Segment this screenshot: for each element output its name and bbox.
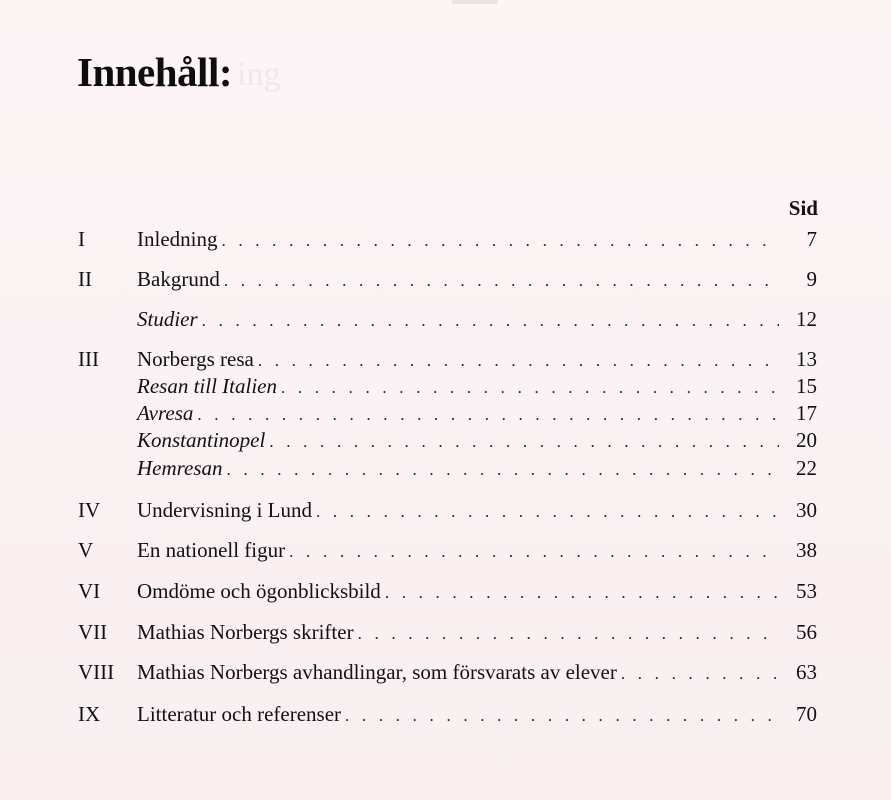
section-title: Konstantinopel — [137, 428, 266, 452]
chapter-number: I — [78, 227, 85, 251]
toc-entry-line — [137, 373, 817, 401]
chapter-number: III — [78, 347, 99, 371]
chapter-title: Mathias Norbergs skrifter — [137, 620, 354, 644]
chapter-number: II — [78, 267, 92, 291]
toc-entry-line — [137, 266, 817, 294]
dot-leader — [221, 228, 779, 254]
chapter-title: Mathias Norbergs avhandlingar, som försvarats av elever — [137, 660, 617, 684]
toc-entry-line — [137, 497, 817, 525]
dot-leader — [269, 429, 779, 455]
toc-entry — [0, 306, 891, 332]
chapter-title: Norbergs resa — [137, 347, 254, 371]
toc-entry — [0, 373, 891, 399]
page-number: 38 — [796, 538, 817, 562]
toc-entry — [0, 659, 891, 685]
page-number: 20 — [796, 428, 817, 452]
dot-leader — [358, 621, 779, 647]
toc-entry-line — [137, 659, 817, 687]
page-title: Innehåll: — [77, 49, 232, 95]
dot-leader — [316, 499, 779, 525]
page-number: 63 — [796, 660, 817, 684]
page-column-label: Sid — [788, 196, 818, 220]
section-title: Resan till Italien — [137, 374, 277, 398]
page-number: 7 — [806, 227, 817, 251]
toc-entry — [0, 427, 891, 453]
toc-entry-line — [137, 306, 817, 334]
bleed-through-text: ing — [237, 56, 281, 93]
toc-entry-line — [137, 455, 817, 483]
dot-leader — [289, 539, 779, 565]
page-number: 70 — [796, 702, 817, 726]
toc-entry-line — [137, 537, 817, 565]
page-number: 56 — [796, 620, 817, 644]
section-title: Hemresan — [137, 456, 223, 480]
toc-entry-line — [137, 400, 817, 428]
dot-leader — [345, 703, 779, 729]
toc-entry — [0, 497, 891, 523]
dot-leader — [202, 308, 779, 334]
page-number: 9 — [806, 267, 817, 291]
toc-entry — [0, 455, 891, 481]
page-number: 17 — [796, 401, 817, 425]
page-number: 22 — [796, 456, 817, 480]
dot-leader — [385, 580, 779, 606]
toc-entry-line — [137, 578, 817, 606]
dot-leader — [258, 348, 779, 374]
toc-entry — [0, 346, 891, 372]
chapter-number: V — [78, 538, 94, 562]
chapter-number: IV — [78, 498, 101, 522]
dot-leader — [281, 375, 779, 401]
toc-entry-line — [137, 226, 817, 254]
chapter-title: Inledning — [137, 227, 218, 251]
chapter-number: VIII — [78, 660, 115, 684]
section-title: Avresa — [137, 401, 194, 425]
toc-entry-line — [137, 346, 817, 374]
scan-mark — [452, 0, 498, 4]
chapter-title: En nationell figur — [137, 538, 286, 562]
toc-entry-line — [137, 427, 817, 455]
chapter-number: VII — [78, 620, 108, 644]
chapter-number: VI — [78, 579, 101, 603]
toc-entry — [0, 400, 891, 426]
toc-entry — [0, 537, 891, 563]
toc-entry — [0, 619, 891, 645]
page-number: 13 — [796, 347, 817, 371]
chapter-number: IX — [78, 702, 101, 726]
toc-entry-line — [137, 701, 817, 729]
page-number: 12 — [796, 307, 817, 331]
section-title: Studier — [137, 307, 198, 331]
chapter-title: Omdöme och ögonblicksbild — [137, 579, 381, 603]
page-number: 53 — [796, 579, 817, 603]
toc-entry — [0, 226, 891, 252]
chapter-title: Undervisning i Lund — [137, 498, 312, 522]
dot-leader — [621, 661, 779, 687]
page-number: 15 — [796, 374, 817, 398]
dot-leader — [224, 268, 779, 294]
toc-entry — [0, 701, 891, 727]
chapter-title: Litteratur och referenser — [137, 702, 342, 726]
toc-entry-line — [137, 619, 817, 647]
dot-leader — [227, 457, 779, 483]
dot-leader — [197, 402, 779, 428]
chapter-title: Bakgrund — [137, 267, 220, 291]
page-number: 30 — [796, 498, 817, 522]
toc-entry — [0, 578, 891, 604]
toc-entry — [0, 266, 891, 292]
